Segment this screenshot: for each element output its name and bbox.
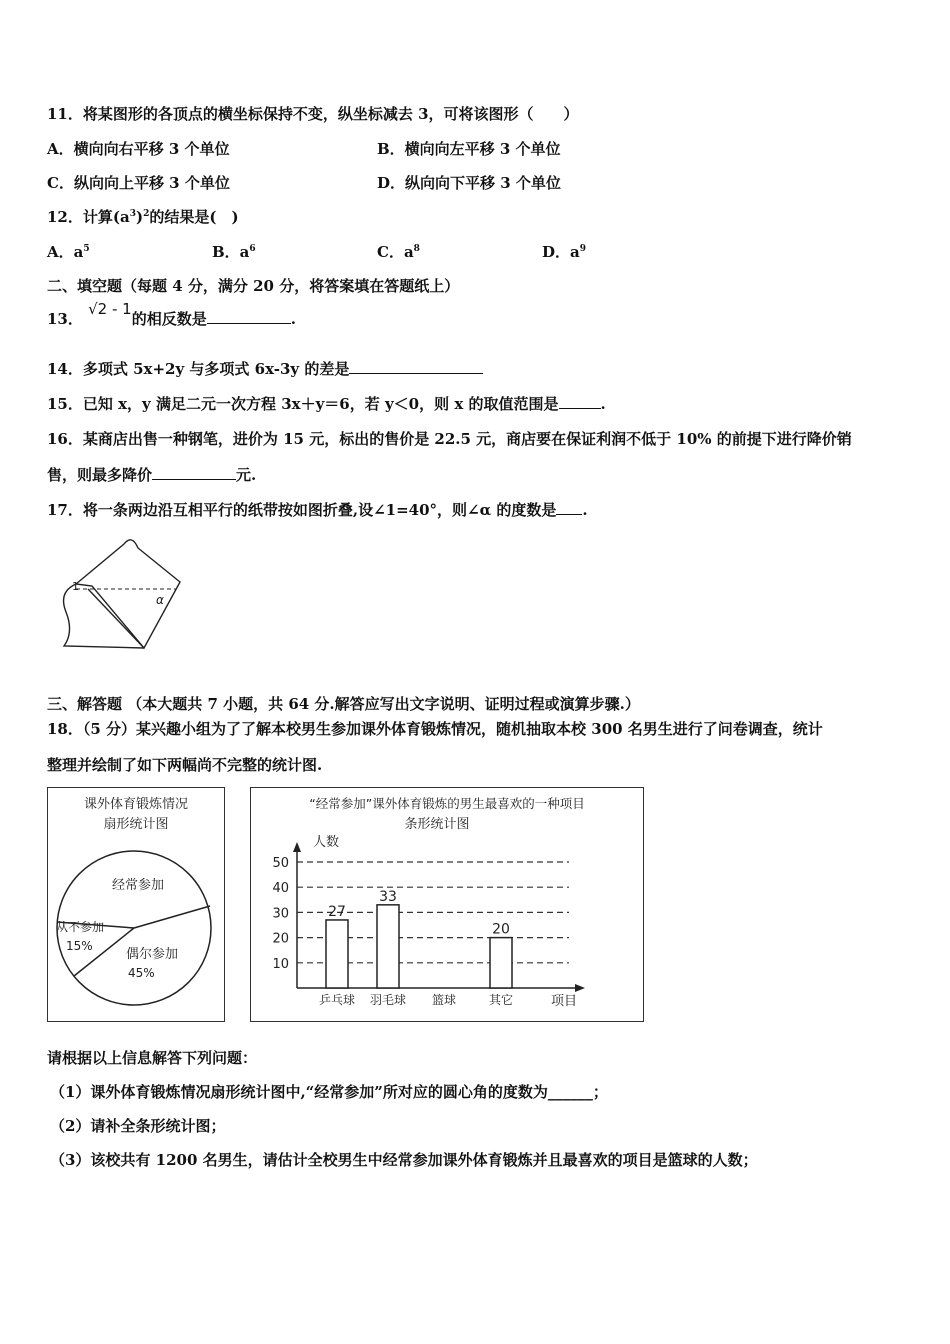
section-2-heading: 二、填空题（每题 4 分，满分 20 分，将答案填在答题纸上） — [47, 277, 460, 295]
section-3-heading: 三、解答题 （本大题共 7 小题，共 64 分.解答应写出文字说明、证明过程或演算步骤.） — [47, 695, 640, 713]
bar-chart-box — [250, 787, 644, 1022]
q18-sub3: （3）该校共有 1200 名男生，请估计全校男生中经常参加课外体育锻炼并且最喜欢的项目是篮球的人数； — [50, 1151, 758, 1169]
pie-slice-label-never: 从不参加 — [56, 920, 105, 934]
angle-1-label: 1 — [72, 580, 79, 593]
pie-slice-label-occasional: 偶尔参加 — [126, 947, 179, 962]
pie-title: 课外体育锻炼情况 — [83, 797, 189, 812]
bar-ytick-label: 10 — [272, 956, 289, 972]
q18-line2: 整理并绘制了如下两幅尚不完整的统计图. — [47, 756, 323, 774]
fold-lower-edge — [64, 584, 144, 648]
bar-1 — [377, 905, 399, 988]
q11-option-d: D．纵向向下平移 3 个单位 — [377, 174, 561, 192]
q18-sub1: （1）课外体育锻炼情况扇形统计图中,“经常参加”所对应的圆心角的度数为______； — [50, 1083, 608, 1101]
bar-ytick-label: 20 — [272, 931, 289, 947]
bar-ylabel: 人数 — [313, 835, 340, 850]
q15: 15．已知 x，y 满足二元一次方程 3x＋y＝6，若 y＜0，则 x 的取值范围是 . — [47, 395, 606, 413]
q12-option-c: C．$a^8$ — [377, 243, 420, 261]
bar-subtitle: 条形统计图 — [404, 817, 470, 832]
q13-answer-blank — [207, 309, 291, 324]
q15-answer-blank — [559, 394, 601, 409]
pie-divider-2 — [134, 906, 210, 928]
bar-ytick-label: 30 — [272, 906, 289, 922]
q18-line1: 18．（5 分）某兴趣小组为了了解本校男生参加课外体育锻炼情况，随机抽取本校 300 名男生进行了问卷调查，统计 — [47, 720, 823, 738]
q14-answer-blank — [349, 359, 483, 374]
q16-line2: 售，则最多降价 元. — [47, 466, 257, 484]
bar-value-label: 27 — [328, 903, 346, 920]
q17-answer-blank — [556, 500, 582, 515]
bar-chart — [251, 788, 643, 1021]
bar-value-label: 33 — [379, 888, 397, 905]
bar-0 — [326, 920, 348, 988]
q16-answer-blank — [152, 465, 236, 480]
q18-sub2: （2）请补全条形统计图； — [50, 1117, 226, 1135]
pie-chart-box — [47, 787, 225, 1022]
q11-option-c: C．纵向向上平移 3 个单位 — [47, 174, 230, 192]
q13-expression: √2 - 1 — [88, 300, 132, 318]
bar-value-label: 20 — [492, 921, 510, 938]
bar-category-label: 羽毛球 — [369, 993, 407, 1007]
bar-xlabel: 项目 — [551, 994, 578, 1009]
pie-subtitle: 扇形统计图 — [103, 817, 169, 832]
bar-title: “经常参加”课外体育锻炼的男生最喜欢的一种项目 — [309, 796, 585, 811]
q12-stem: 12．计算$(a^3)^2$的结果是( ) — [47, 208, 239, 226]
q12-option-d: D．$a^9$ — [542, 243, 586, 261]
q14: 14．多项式 5x+2y 与多项式 6x-3y 的差是 — [47, 358, 483, 379]
pie-chart — [48, 788, 224, 1021]
pie-slice-percent-never: 15% — [66, 939, 93, 953]
q17: 17．将一条两边沿互相平行的纸带按如图折叠,设∠1=40°，则∠α 的度数是 . — [47, 501, 588, 519]
q16-line1: 16．某商店出售一种钢笔，进价为 15 元，标出的售价是 22.5 元，商店要在保证利润不低于 10% 的前提下进行降价销 — [47, 430, 852, 448]
bar-category-label: 乒乓球 — [318, 993, 356, 1007]
q13: 13． √2 - 1的相反数是 . — [47, 300, 296, 328]
bar-category-label: 篮球 — [431, 993, 457, 1007]
pie-slice-percent-occasional: 45% — [128, 966, 155, 980]
q18-intro: 请根据以上信息解答下列问题： — [47, 1049, 258, 1067]
q12-option-b: B．$a^6$ — [212, 243, 256, 261]
bar-y-axis-arrow — [293, 842, 301, 852]
q17-fold-figure — [48, 532, 188, 652]
bar-ytick-label: 50 — [272, 856, 289, 871]
fold-crease — [88, 589, 144, 648]
bar-x-axis-arrow — [575, 984, 585, 992]
q12-option-a: A．$a^5$ — [47, 243, 90, 261]
q11-stem: 11．将某图形的各顶点的横坐标保持不变，纵坐标减去 3，可将该图形（ ） — [47, 105, 579, 123]
q11-option-a: A．横向向右平移 3 个单位 — [47, 140, 230, 158]
bar-category-label: 其它 — [488, 993, 514, 1007]
bar-3 — [490, 938, 512, 988]
bar-ytick-label: 40 — [272, 881, 289, 897]
pie-slice-label-regular: 经常参加 — [111, 878, 165, 893]
angle-alpha-label: α — [156, 593, 164, 607]
q11-option-b: B．横向向左平移 3 个单位 — [377, 140, 561, 158]
